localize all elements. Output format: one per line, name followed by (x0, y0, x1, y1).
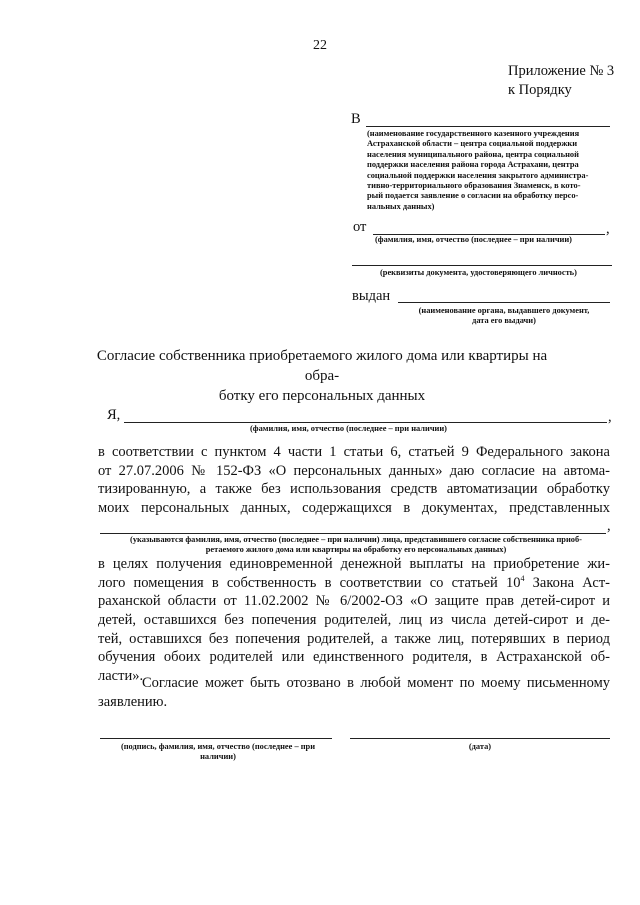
paragraph-consent (98, 443, 610, 518)
text-line: заявлению. (98, 693, 168, 710)
issued-by-line[interactable] (398, 302, 610, 303)
text-line: раханской области от 11.02.2002 № 6/2002-ОЗ «О защите прав детей-сирот и (98, 593, 610, 610)
identity-document-caption: (реквизиты документа, удостоверяющего личность) (380, 268, 577, 277)
paragraph-revocation (98, 674, 610, 711)
text-line: ласти». (98, 668, 144, 685)
caption-line: (подпись, фамилия, имя, отчество (последнее – при (120, 742, 316, 751)
text-line: тей, оставшихся без попечения родителей, а также лиц, потерявших в период (98, 630, 610, 647)
caption-line: (наименование органа, выдавшего документ, (418, 306, 590, 315)
caption-line: (наименование государственного казенного учреждения (367, 129, 580, 138)
superscript: 4 (520, 573, 525, 583)
i-comma: , (608, 409, 612, 425)
caption-line: нальных данных) (367, 201, 435, 211)
appendix-label (508, 62, 614, 100)
to-institution-line[interactable] (366, 126, 610, 127)
caption-line: ретаемого жилого дома или квартиры на обработку его персональных данных) (205, 545, 507, 555)
caption-line: рый подается заявление о согласии на обработку персо- (367, 191, 579, 201)
appendix-line2: к Порядку (508, 82, 572, 98)
title-line: Согласие собственника приобретаемого жилого дома или квартиры на обра- (96, 348, 548, 384)
text-line: Согласие может быть отозвано в любой момент по моему письменному (142, 675, 610, 691)
applicant-name-line[interactable] (124, 422, 607, 423)
issued-prefix: выдан (352, 288, 391, 304)
signature-line[interactable] (100, 738, 332, 739)
caption-line: наличии) (200, 752, 236, 762)
text-line: обучения обоих родителей или единственного родителя, в Астраханской об- (98, 649, 610, 666)
text-line: моих персональных данных, содержащихся в документах, представленных (98, 500, 610, 517)
submitter-line[interactable] (100, 533, 606, 534)
text-line: в соответствии с пунктом 4 части 1 статьи 6, статьей 9 Федерального закона (98, 444, 610, 460)
from-prefix: от (353, 219, 367, 235)
from-name-caption: (фамилия, имя, отчество (последнее – при наличии) (375, 235, 572, 244)
issued-by-caption (398, 306, 610, 327)
caption-line: (указываются фамилия, имя, отчество (последнее – при наличии) лица, представившего согласие собственника приоб- (130, 535, 582, 544)
submitter-caption (98, 535, 614, 556)
caption-line: поддержки населения района города Астрахани, центра (367, 160, 579, 170)
caption-line: Астраханской области – центра социальной поддержки (367, 139, 578, 149)
applicant-name-caption: (фамилия, имя, отчество (последнее – при наличии) (250, 424, 447, 433)
text-fragment: лого помещения в собственность в соответствии со статьей 10 (98, 574, 521, 591)
caption-line: населения муниципального района, центра социальной (367, 149, 579, 159)
signature-caption (98, 742, 338, 763)
date-line[interactable] (350, 738, 610, 739)
from-comma: , (606, 221, 610, 237)
text-fragment: Закона Аст- (524, 574, 610, 591)
identity-document-line[interactable] (352, 265, 612, 266)
caption-line: социальной поддержки населения закрытого администра- (367, 170, 589, 180)
text-line: детей, оставшихся без попечения родителей, лиц из числа детей-сирот и де- (98, 612, 610, 629)
text-line: тизированную, а также без использования средств автоматизации обработку (98, 481, 610, 498)
caption-line: тивно-территориального образования Знаменск, в кото- (367, 181, 581, 191)
text-line (98, 574, 610, 593)
submitter-comma: , (607, 518, 611, 534)
title-line: ботку его персональных данных (218, 388, 426, 404)
document-title (82, 346, 562, 406)
appendix-line1: Приложение № 3 (508, 63, 615, 79)
date-caption: (дата) (468, 742, 492, 751)
to-institution-caption (367, 129, 612, 212)
text-line: в целях получения единовременной денежной выплаты на приобретение жи- (98, 556, 610, 572)
text-line: от 27.07.2006 № 152-ФЗ «О персональных данных» даю согласие на автома- (98, 462, 610, 479)
i-prefix: Я, (107, 407, 121, 423)
caption-line: дата его выдачи) (472, 316, 536, 326)
paragraph-purpose (98, 555, 610, 686)
to-prefix: В (351, 111, 361, 127)
page-number: 22 (313, 38, 327, 53)
